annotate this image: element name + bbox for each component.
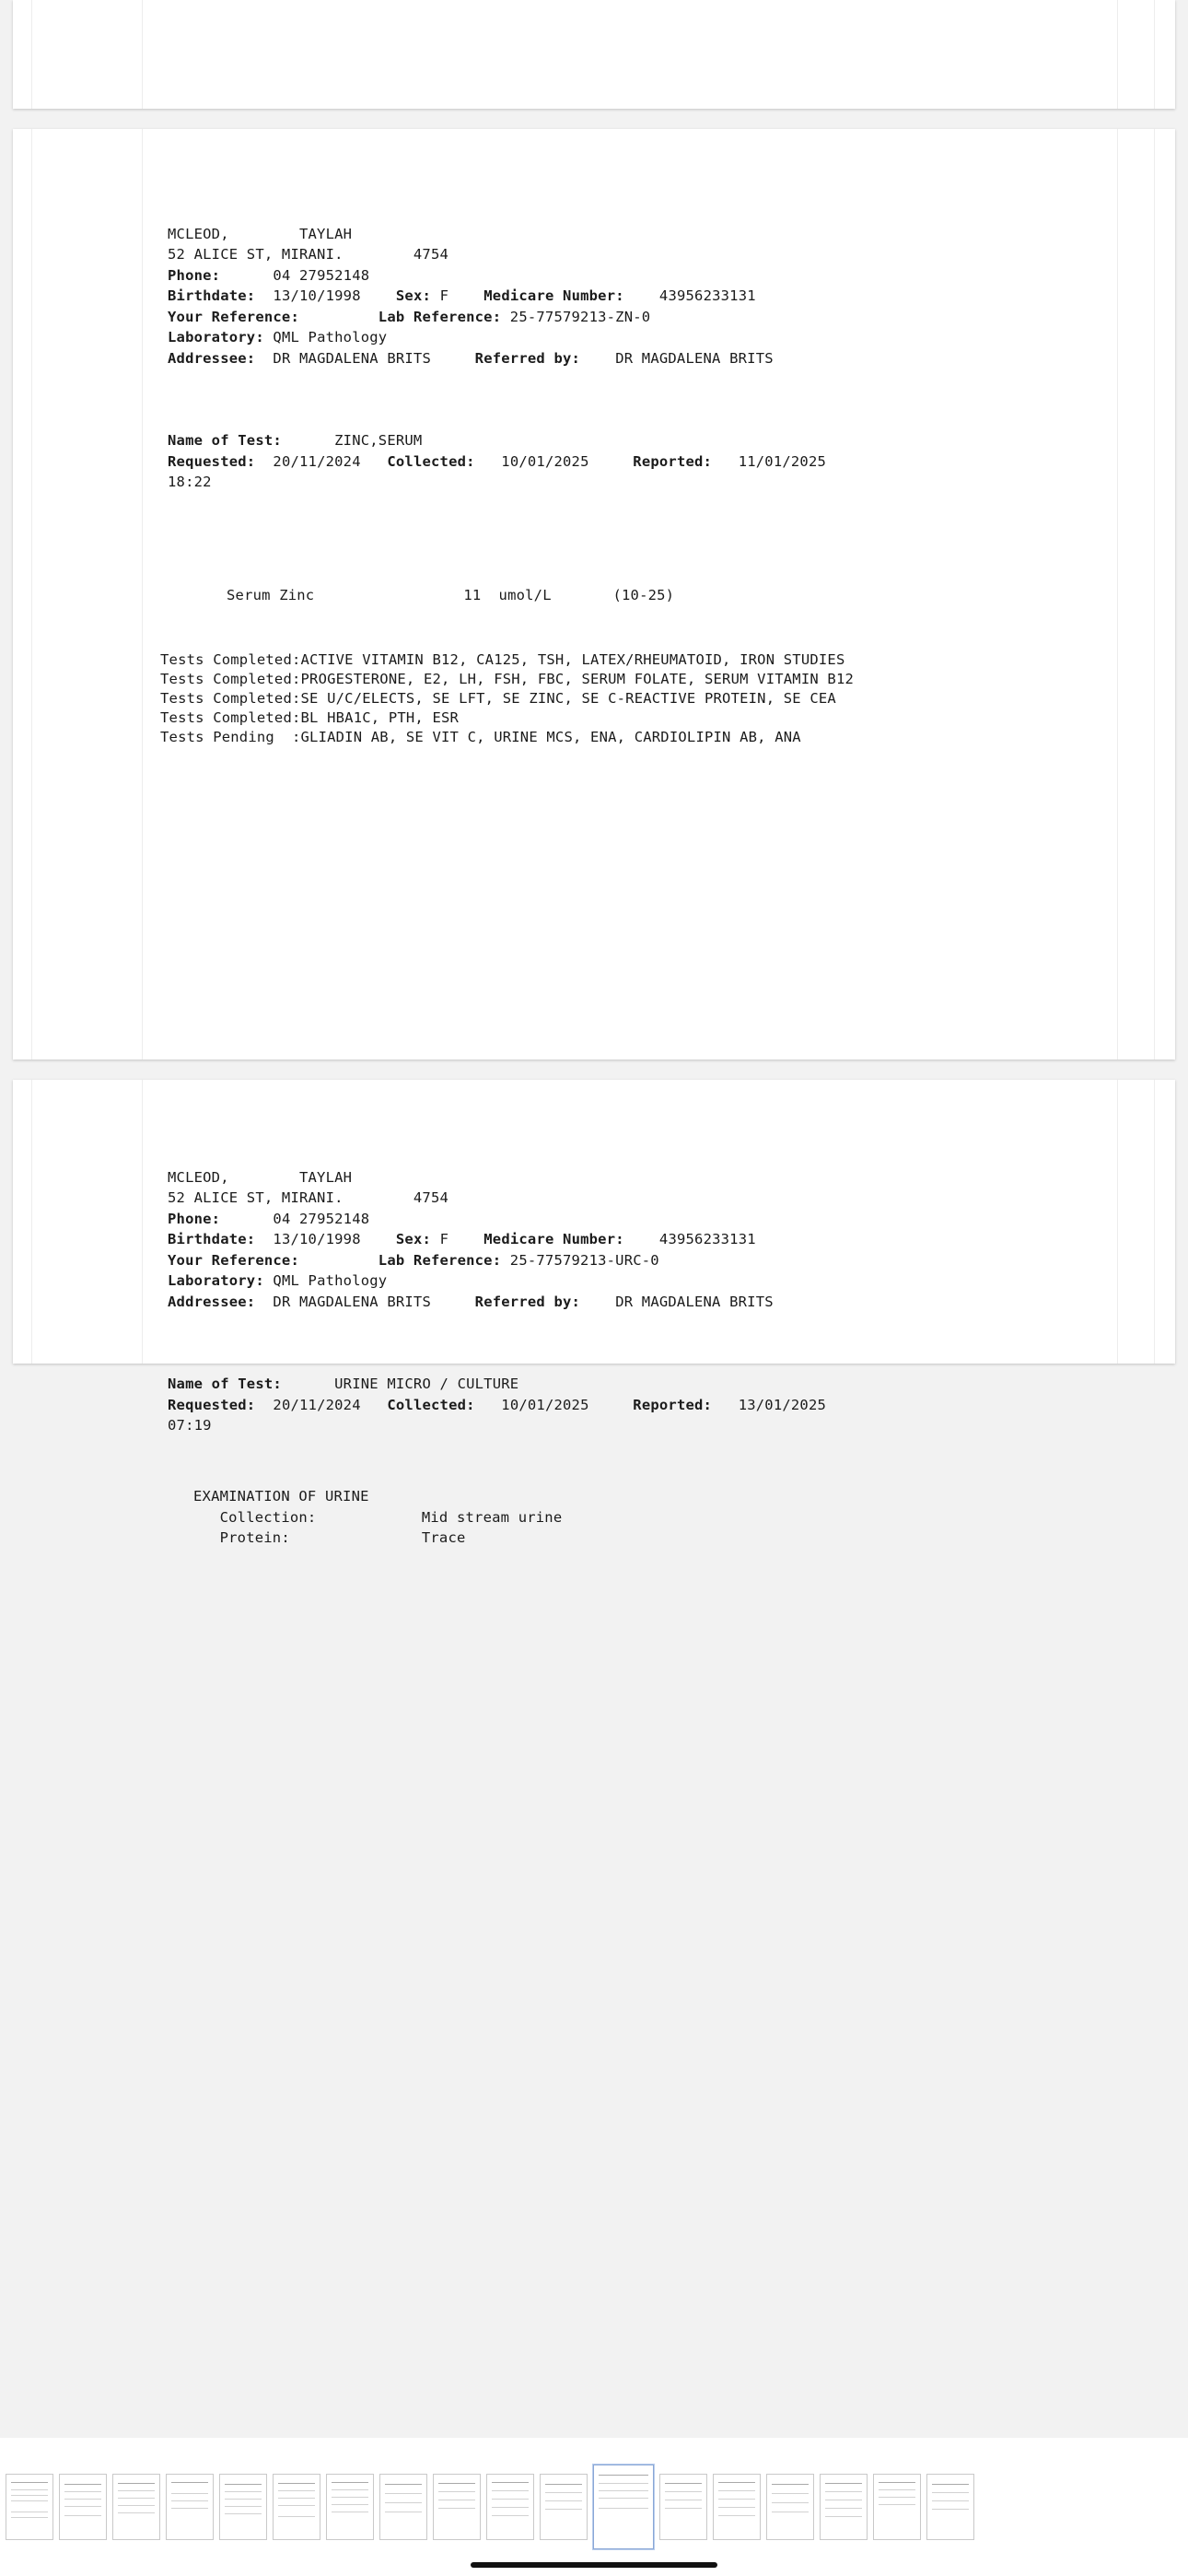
birthdate-value: 13/10/1998 [273,1231,361,1247]
phone-label: Phone: [168,266,221,284]
sex-value: F [439,1231,449,1247]
reported-time: 07:19 [168,1417,212,1434]
referred-by-label: Referred by: [474,349,581,367]
addressee-value: DR MAGDALENA BRITS [273,1293,431,1310]
collected-label: Collected: [387,452,475,470]
reported-label: Reported: [633,452,713,470]
urine-section-title: EXAMINATION OF URINE [193,1488,369,1505]
patient-header-block [13,1146,1175,1333]
referred-by-value: DR MAGDALENA BRITS [615,1293,774,1310]
page-thumbnail[interactable] [273,2474,320,2540]
document-page-zinc[interactable] [13,129,1175,1060]
laboratory-label: Laboratory: [168,329,264,345]
medicare-value: 43956233131 [658,287,756,304]
referred-by-label: Referred by: [474,1293,581,1310]
patient-name: MCLEOD, TAYLAH [168,225,353,242]
medicare-value: 43956233131 [658,1231,756,1247]
test-name-label: Name of Test: [168,432,282,449]
addressee-label: Addressee: [168,349,256,367]
tests-completed-line-1: Tests Completed:ACTIVE VITAMIN B12, CA125, TSH, LATEX/RHEUMATOID, IRON STUDIES [160,650,845,668]
lab-reference-value: 25-77579213-ZN-0 [509,308,651,325]
lab-reference-label: Lab Reference: [378,1251,502,1269]
test-name-label: Name of Test: [168,1376,282,1392]
page-thumbnail[interactable] [659,2474,707,2540]
patient-header-block [13,203,1175,390]
urine-protein-value: Trace [421,1529,466,1546]
medicare-label: Medicare Number: [483,287,624,304]
addressee-value: DR MAGDALENA BRITS [273,349,431,367]
lab-reference-label: Lab Reference: [378,308,502,325]
urine-collection-value: Mid stream urine [421,1508,563,1526]
page-thumbnail[interactable] [326,2474,374,2540]
page-thumbnail[interactable] [926,2474,974,2540]
result-analyte: Serum Zinc [227,587,315,603]
laboratory-value: QML Pathology [273,329,388,345]
scan-seam [1117,0,1118,109]
urine-collection-label: Collection: [219,1508,317,1526]
page-thumbnail[interactable] [6,2474,53,2540]
page-thumbnail[interactable] [486,2474,534,2540]
page-thumbnail[interactable] [820,2474,868,2540]
page-thumbnail[interactable] [713,2474,761,2540]
collected-value: 10/01/2025 [501,1396,589,1413]
phone-value [220,267,273,284]
phone-value-text: 04 27952148 [273,1210,370,1227]
medicare-label: Medicare Number: [483,1231,624,1247]
sex-label: Sex: [395,1231,432,1247]
page-thumbnail[interactable] [219,2474,267,2540]
tests-completed-line-4: Tests Completed:BL HBA1C, PTH, ESR [160,708,460,726]
requested-label: Requested: [168,452,256,470]
reported-value: 11/01/2025 [738,452,827,470]
page-thumbnail[interactable] [433,2474,481,2540]
tests-completed-line-3: Tests Completed:SE U/C/ELECTS, SE LFT, SE ZINC, SE C-REACTIVE PROTEIN, SE CEA [160,689,836,707]
your-reference-label: Your Reference: [168,308,299,325]
result-row [13,585,1175,606]
document-page-previous[interactable] [13,0,1175,109]
sex-label: Sex: [395,287,432,304]
requested-value: 20/11/2024 [273,1396,361,1413]
result-units: umol/L [498,587,552,603]
test-name-value: URINE MICRO / CULTURE [334,1376,519,1392]
birthdate-value: 13/10/1998 [273,287,361,304]
sex-value: F [439,287,449,304]
addressee-label: Addressee: [168,1293,256,1310]
collected-value: 10/01/2025 [501,452,589,470]
page-thumbnail[interactable] [166,2474,214,2540]
page-thumbnail[interactable] [873,2474,921,2540]
urine-protein-label: Protein: [219,1529,290,1546]
tests-completed-line-2: Tests Completed:PROGESTERONE, E2, LH, FSH, FBC, SERUM FOLATE, SERUM VITAMIN B12 [160,670,855,687]
test-name-value: ZINC,SERUM [334,432,423,449]
scan-seam [1154,0,1155,109]
birthdate-label: Birthdate: [168,1231,256,1247]
reported-label: Reported: [633,1396,713,1413]
patient-address: 52 ALICE ST, MIRANI. 4754 [168,246,449,263]
page-thumbnail[interactable] [766,2474,814,2540]
tests-pending-line: Tests Pending :GLIADIN AB, SE VIT C, URINE MCS, ENA, CARDIOLIPIN AB, ANA [160,728,801,745]
requested-value: 20/11/2024 [273,452,361,470]
test-header-block [13,1353,1175,1458]
page-thumbnail[interactable] [112,2474,160,2540]
referred-by-value: DR MAGDALENA BRITS [615,349,774,367]
page-thumbnail[interactable] [540,2474,588,2540]
document-page-urine[interactable] [13,1080,1175,1546]
phone-value-text: 04 27952148 [273,266,370,284]
result-reference-range: (10-25) [612,587,675,603]
reported-value: 13/01/2025 [738,1396,827,1413]
result-value: 11 [463,587,482,603]
collected-label: Collected: [387,1396,475,1413]
urine-section [13,1486,1175,1549]
page-thumbnail-selected[interactable] [593,2465,654,2549]
page-thumbnail[interactable] [379,2474,427,2540]
scan-seam [31,0,32,109]
page-thumbnail-strip[interactable] [0,2438,1188,2576]
scan-seam [142,0,143,109]
tests-status-block [13,650,1175,747]
laboratory-value: QML Pathology [273,1272,388,1289]
reported-time: 18:22 [168,474,212,490]
phone-label: Phone: [168,1210,221,1227]
birthdate-label: Birthdate: [168,287,256,304]
page-thumbnail[interactable] [59,2474,107,2540]
lab-reference-value: 25-77579213-URC-0 [509,1251,659,1269]
home-indicator [471,2562,717,2568]
patient-address: 52 ALICE ST, MIRANI. 4754 [168,1189,449,1206]
your-reference-label: Your Reference: [168,1251,299,1269]
laboratory-label: Laboratory: [168,1272,264,1289]
requested-label: Requested: [168,1396,256,1413]
patient-name: MCLEOD, TAYLAH [168,1168,353,1186]
test-header-block [13,410,1175,514]
